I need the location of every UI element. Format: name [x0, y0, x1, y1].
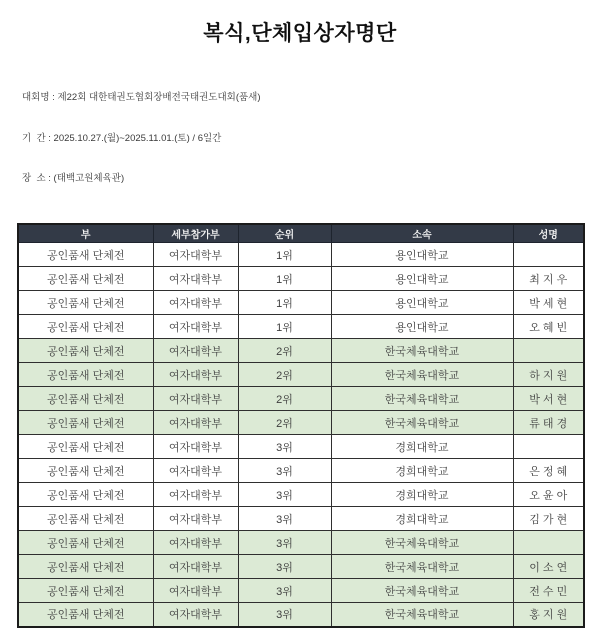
- cell-subdivision: 여자대학부: [153, 483, 238, 507]
- event-meta-block: [22, 64, 600, 213]
- cell-rank: 1위: [238, 243, 331, 267]
- table-row: [18, 483, 584, 507]
- table-row: [18, 459, 584, 483]
- table-row: [18, 315, 584, 339]
- cell-team: 한국체육대학교: [331, 555, 513, 579]
- cell-team: 한국체육대학교: [331, 339, 513, 363]
- cell-name: 류 태 경: [513, 411, 584, 435]
- table-row: [18, 339, 584, 363]
- header-name: 성명: [513, 224, 584, 243]
- cell-rank: 3위: [238, 459, 331, 483]
- table-header-row: [18, 224, 584, 243]
- table-row: [18, 363, 584, 387]
- cell-name: 전 수 민: [513, 579, 584, 603]
- cell-rank: 2위: [238, 363, 331, 387]
- cell-subdivision: 여자대학부: [153, 579, 238, 603]
- header-subdivision: 세부참가부: [153, 224, 238, 243]
- cell-name: 이 소 연: [513, 555, 584, 579]
- cell-subdivision: 여자대학부: [153, 411, 238, 435]
- cell-subdivision: 여자대학부: [153, 315, 238, 339]
- cell-team: 용인대학교: [331, 243, 513, 267]
- cell-division: 공인품새 단체전: [18, 267, 153, 291]
- cell-name: [513, 435, 584, 459]
- cell-subdivision: 여자대학부: [153, 555, 238, 579]
- cell-division: 공인품새 단체전: [18, 555, 153, 579]
- table-row: [18, 291, 584, 315]
- cell-team: 경희대학교: [331, 507, 513, 531]
- cell-subdivision: 여자대학부: [153, 459, 238, 483]
- cell-division: 공인품새 단체전: [18, 339, 153, 363]
- cell-subdivision: 여자대학부: [153, 435, 238, 459]
- cell-division: 공인품새 단체전: [18, 579, 153, 603]
- cell-team: 용인대학교: [331, 267, 513, 291]
- cell-name: 박 서 현: [513, 387, 584, 411]
- cell-team: 한국체육대학교: [331, 531, 513, 555]
- cell-division: 공인품새 단체전: [18, 363, 153, 387]
- table-row: [18, 507, 584, 531]
- cell-subdivision: 여자대학부: [153, 291, 238, 315]
- table-row: [18, 411, 584, 435]
- cell-division: 공인품새 단체전: [18, 315, 153, 339]
- cell-rank: 1위: [238, 315, 331, 339]
- cell-division: 공인품새 단체전: [18, 243, 153, 267]
- cell-division: 공인품새 단체전: [18, 291, 153, 315]
- cell-division: 공인품새 단체전: [18, 603, 153, 627]
- cell-team: 경희대학교: [331, 435, 513, 459]
- header-division: 부: [18, 224, 153, 243]
- cell-name: 오 혜 빈: [513, 315, 584, 339]
- cell-subdivision: 여자대학부: [153, 243, 238, 267]
- table-body: [18, 243, 584, 627]
- cell-team: 한국체육대학교: [331, 579, 513, 603]
- cell-subdivision: 여자대학부: [153, 339, 238, 363]
- cell-division: 공인품새 단체전: [18, 411, 153, 435]
- cell-rank: 2위: [238, 339, 331, 363]
- table-row: [18, 243, 584, 267]
- cell-team: 한국체육대학교: [331, 387, 513, 411]
- header-team: 소속: [331, 224, 513, 243]
- cell-team: 한국체육대학교: [331, 603, 513, 627]
- cell-name: 하 지 원: [513, 363, 584, 387]
- cell-division: 공인품새 단체전: [18, 531, 153, 555]
- table-row: [18, 579, 584, 603]
- table-row: [18, 555, 584, 579]
- cell-rank: 3위: [238, 603, 331, 627]
- event-venue-line: 장 소 : (태백고원체육관): [22, 173, 125, 184]
- cell-team: 한국체육대학교: [331, 363, 513, 387]
- cell-name: 은 정 혜: [513, 459, 584, 483]
- cell-name: 홍 지 원: [513, 603, 584, 627]
- event-period-line: 기 간 : 2025.10.27.(월)~2025.11.01.(토) / 6일간: [22, 132, 222, 144]
- cell-rank: 1위: [238, 267, 331, 291]
- cell-rank: 3위: [238, 435, 331, 459]
- cell-subdivision: 여자대학부: [153, 363, 238, 387]
- cell-rank: 3위: [238, 579, 331, 603]
- cell-subdivision: 여자대학부: [153, 531, 238, 555]
- page-title: 복식,단체입상자명단: [203, 22, 397, 45]
- table-row: [18, 435, 584, 459]
- cell-team: 경희대학교: [331, 459, 513, 483]
- cell-name: 박 세 현: [513, 291, 584, 315]
- cell-name: [513, 339, 584, 363]
- cell-rank: 3위: [238, 483, 331, 507]
- cell-rank: 3위: [238, 507, 331, 531]
- cell-name: [513, 243, 584, 267]
- cell-subdivision: 여자대학부: [153, 267, 238, 291]
- table-row: [18, 267, 584, 291]
- table-row: [18, 603, 584, 627]
- cell-rank: 3위: [238, 555, 331, 579]
- cell-division: 공인품새 단체전: [18, 507, 153, 531]
- table-row: [18, 387, 584, 411]
- cell-division: 공인품새 단체전: [18, 387, 153, 411]
- cell-rank: 2위: [238, 387, 331, 411]
- cell-subdivision: 여자대학부: [153, 387, 238, 411]
- table-row: [18, 531, 584, 555]
- cell-rank: 2위: [238, 411, 331, 435]
- table-header: [18, 224, 584, 243]
- cell-subdivision: 여자대학부: [153, 603, 238, 627]
- cell-team: 용인대학교: [331, 291, 513, 315]
- cell-team: 용인대학교: [331, 315, 513, 339]
- cell-team: 경희대학교: [331, 483, 513, 507]
- cell-division: 공인품새 단체전: [18, 483, 153, 507]
- header-rank: 순위: [238, 224, 331, 243]
- cell-subdivision: 여자대학부: [153, 507, 238, 531]
- cell-name: 김 가 현: [513, 507, 584, 531]
- cell-name: 최 지 우: [513, 267, 584, 291]
- winners-table: [17, 223, 585, 628]
- cell-division: 공인품새 단체전: [18, 459, 153, 483]
- event-name-line: 대회명 : 제22회 대한태권도협회장배전국태권도대회(품새): [22, 92, 261, 103]
- cell-rank: 3위: [238, 531, 331, 555]
- cell-name: [513, 531, 584, 555]
- cell-team: 한국체육대학교: [331, 411, 513, 435]
- cell-name: 오 윤 아: [513, 483, 584, 507]
- cell-division: 공인품새 단체전: [18, 435, 153, 459]
- cell-rank: 1위: [238, 291, 331, 315]
